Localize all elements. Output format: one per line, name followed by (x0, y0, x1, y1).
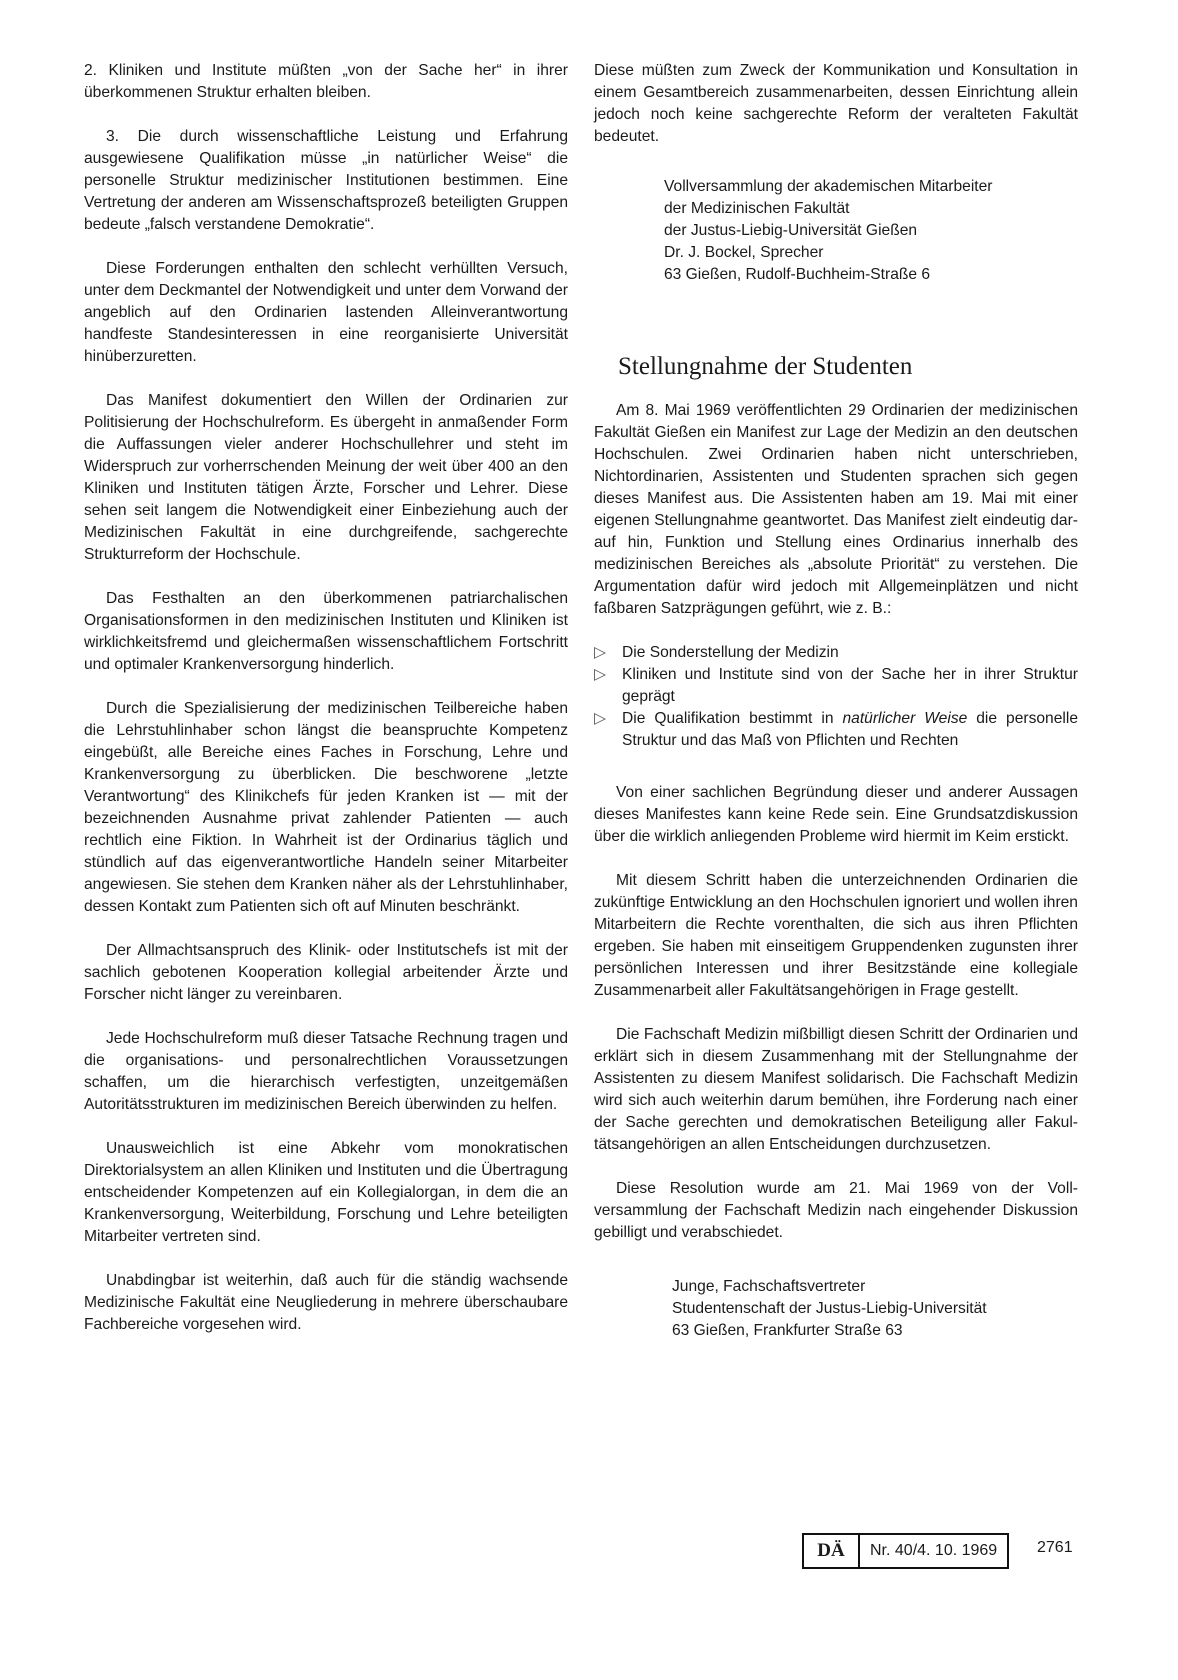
body-paragraph: Die Fachschaft Medizin mißbilligt diesen Schritt der Ordinarien und erklärt sich in diesem Zusammenhang mit der Stellungnahme der Assistenten zu diesem Manifest solidarisch. Die Fachschaft Medizin wird sich auch weiterhin darum bemühen, ihre Forderung nach einer der Sache gerechten und demokratischen Beteiligung aller Fakultätsangehörigen an allen Entscheidungen durchzusetzen. (594, 1026, 1078, 1153)
section-heading: Stellungnahme der Studenten (618, 353, 913, 380)
signature-line: der Justus-Liebig-Universität Gießen (664, 222, 918, 239)
quoted-points-list (594, 642, 1078, 752)
assistants-signature (594, 176, 1078, 286)
emphasis-text: natürlicher Weise (842, 710, 968, 727)
issue-number: Nr. 40/4. 10. 1969 (870, 1542, 998, 1559)
signature-line: 63 Gießen, Rudolf-Buchheim-Straße 6 (664, 266, 931, 283)
triangle-right-icon: ▷ (594, 710, 606, 727)
quoted-point-text: Kliniken und Institute sind von der Sache her in ihrer Struktur geprägt (622, 666, 1078, 705)
signature-line: der Medizinischen Fakultät (664, 200, 850, 217)
triangle-right-icon: ▷ (594, 666, 606, 683)
point-3-paragraph: 3. Die durch wissenschaftliche Leistung und Erfahrung ausgewiesene Qualifikation müsse „in natürlicher Weise“ die personelle Struktur medizinischer Institutionen bestimmen. Eine Vertretung der anderen am Wissenschaftsprozeß beteiligten Gruppen bedeute „falsch verstandene Demokratie“. (84, 128, 568, 233)
body-paragraph: Diese Forderungen enthalten den schlecht verhüllten Versuch, unter dem Deckmantel der Notwendigkeit und unter dem Vorwand der angeblich auf den Ordinarien lastenden Alleinverantwortung handfeste Standesinteressen in eine reorganisierte Universität hinüberzuretten. (84, 260, 568, 365)
body-paragraph: Jede Hochschulreform muß dieser Tatsache Rechnung tragen und die organisations- und personalrechtlichen Voraussetzungen schaffen, um die hierarchisch verfestigten, unzeitgemäßen Autoritätsstrukturen im medizinischen Bereich überwinden zu helfen. (84, 1030, 568, 1113)
signature-line: Vollversammlung der akademischen Mitarbeiter (664, 178, 993, 195)
body-paragraph: Der Allmachtsanspruch des Klinik- oder Institutschefs ist mit der sachlich gebotenen Kooperation kollegial arbeitender Ärzte und Forscher nicht länger zu vereinbaren. (84, 942, 568, 1003)
body-paragraph: Das Manifest dokumentiert den Willen der Ordinarien zur Politisierung der Hochschulreform. Es übergeht in anmaßender Form die Auffassungen vieler anderer Hochschullehrer und steht im Widerspruch zur vorherrschenden Meinung der weit über 400 an den Kliniken und Instituten tätigen Ärzte, Forscher und Lehrer. Diese sehen seit langem die Notwendigkeit einer Einbeziehung auch der Medizinischen Fakultät in eine durchgreifende, sachgerechte Strukturreform der Hochschule. (84, 392, 568, 563)
body-paragraph: Von einer sachlichen Begründung dieser und anderer Aussagen dieses Manifestes kann keine Rede sein. Eine Grundsatzdiskussion über die wirklich anliegenden Probleme wird hiermit im Keim erstickt. (594, 784, 1078, 845)
quoted-point (594, 664, 1078, 708)
signature-line: Dr. J. Bockel, Sprecher (664, 244, 824, 261)
quoted-point-text: die personelle Struktur und das Maß von Pflichten und Rechten (622, 710, 1078, 749)
body-paragraph: Mit diesem Schritt haben die unterzeichnenden Ordinarien die zukünftige Entwicklung an den Hochschulen ignoriert und wollen ihren Mitarbeitern die Rechte vorenthalten, die sich aus ihren Pflichten ergeben. Sie haben mit einseitigem Gruppendenken zugunsten ihrer persönlichen Interessen und ihrer Besitzstände eine kollegiale Zusammenarbeit aller Fakultätsangehörigen in Frage gestellt. (594, 872, 1078, 999)
quoted-point (594, 708, 1078, 752)
body-paragraph: Unausweichlich ist eine Abkehr vom monokratischen Direktorialsystem an allen Kliniken und Instituten und die Übertragung entscheidender Kompetenzen auf ein Kollegialorgan, in dem die an Krankenversorgung, Weiterbildung, Forschung und Lehre beteiligten Mitarbeiter vertreten sind. (84, 1140, 568, 1245)
signature-line: 63 Gießen, Frankfurter Straße 63 (672, 1322, 903, 1339)
left-column (84, 60, 568, 1358)
point-2-paragraph: 2. Kliniken und Institute müßten „von der Sache her“ in ihrer überkommenen Struktur erhalten bleiben. (84, 62, 568, 101)
body-paragraph: Am 8. Mai 1969 veröffentlichten 29 Ordinarien der medizinischen Fakultät Gießen ein Manifest zur Lage der Medizin an den deutschen Hochschulen. Zwei Ordinarien haben nicht unterschrieben, Nichtordinarien, Assistenten und Studenten sprachen sich gegen dieses Manifest aus. Die Assistenten haben am 19. Mai mit einer eigenen Stellungnahme geantwortet. Das Manifest zielt eindeutig darauf hin, Funktion und Stellung eines Ordinarius innerhalb des medizinischen Bereiches als „absolute Priorität“ zu verstehen. Die Argumentation dafür wird jedoch mit Allgemeinplätzen und nicht faßbaren Satzprägungen geführt, wie z. B.: (594, 402, 1078, 617)
signature-line: Junge, Fachschaftsvertreter (672, 1278, 866, 1295)
continuation-paragraph: Diese müßten zum Zweck der Kommunikation und Konsultation in einem Gesamtbereich zusammenarbeiten, dessen Einrichtung allein jedoch noch keine sachgerechte Reform der veralteten Fakultät bedeutet. (594, 62, 1078, 145)
quoted-point (594, 642, 1078, 664)
students-signature (594, 1276, 1078, 1342)
quoted-point-text: Die Sonderstellung der Medizin (622, 644, 839, 661)
signature-line: Studentenschaft der Justus-Liebig-Universität (672, 1300, 987, 1317)
triangle-right-icon: ▷ (594, 644, 606, 661)
quoted-point-text: Die Qualifikation bestimmt in (622, 710, 843, 727)
body-paragraph: Durch die Spezialisierung der medizinischen Teilbereiche haben die Lehrstuhlinhaber schon längst die beanspruchte Kompetenz eingebüßt, alle Bereiche eines Faches in Forschung, Lehre und Krankenversorgung zu überblicken. Die beschworene „letzte Verantwortung“ des Klinikchefs für jeden Kranken ist — mit der bezeichnenden Ausnahme privat zahlender Patienten — auch rechtlich eine Fiktion. In Wahrheit ist der Ordinarius täglich und stündlich auf das eigenverantwortliche Handeln seiner Mitarbeiter angewiesen. Sie stehen dem Kranken näher als der Lehrstuhlinhaber, dessen Kontakt zum Patienten sich oft auf Minuten beschränkt. (84, 700, 568, 915)
body-paragraph: Das Festhalten an den überkommenen patriarchalischen Organisationsformen in den medizinischen Instituten und Kliniken ist wirklichkeitsfremd und gleichermaßen wissenschaftlichem Fortschritt und optimaler Krankenversorgung hinderlich. (84, 590, 568, 673)
body-paragraph: Diese Resolution wurde am 21. Mai 1969 von der Vollversammlung der Fachschaft Medizin nach eingehender Diskussion gebilligt und verabschiedet. (594, 1180, 1078, 1241)
page-number: 2761 (1037, 1539, 1073, 1556)
body-paragraph: Unabdingbar ist weiterhin, daß auch für die ständig wachsende Medizinische Fakultät eine Neugliederung in mehrere überschaubare Fachbereiche vorgesehen wird. (84, 1272, 568, 1333)
issue-footer-box (802, 1533, 1009, 1569)
journal-logo: DÄ (804, 1535, 860, 1567)
right-column (594, 60, 1078, 1342)
